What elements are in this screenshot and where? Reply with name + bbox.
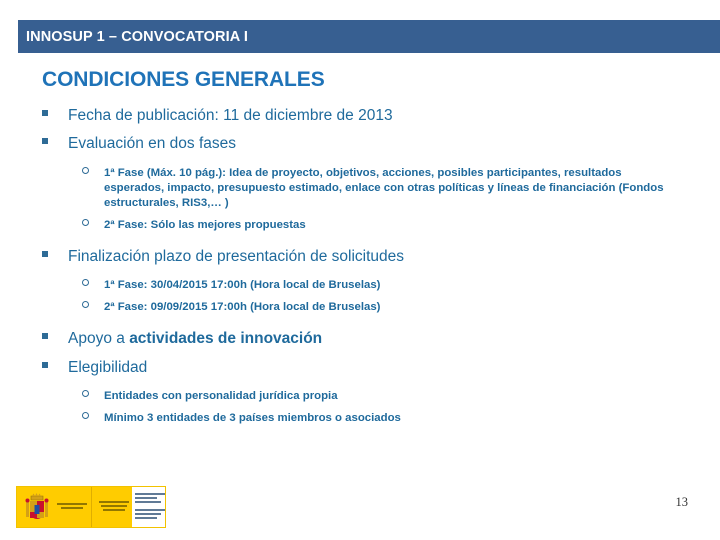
subbullet-label: Entidades con personalidad jurídica propia [104,390,338,403]
circle-bullet-icon [82,278,104,293]
subbullet-fase2-fecha [42,300,682,315]
logo-gobierno-text [54,487,92,527]
bullet-label: Fecha de publicación: 11 de diciembre de 2013 [68,107,393,124]
slide-content [42,106,682,433]
gobierno-de-espana-logo [16,486,166,528]
bullet-label [68,329,682,348]
subbullet-fase2-propuestas [42,218,682,233]
logo-ministerio-text [92,487,132,527]
subbullet-label: Mínimo 3 entidades de 3 países miembros o asociados [104,412,401,425]
square-bullet-icon [42,134,68,151]
header-title: INNOSUP 1 – CONVOCATORIA I [26,28,249,45]
circle-bullet-icon [82,300,104,315]
subbullet-label: 2ª Fase: 09/09/2015 17:00h (Hora local de Bruselas) [104,301,381,314]
bullet-fecha-publicacion [42,106,682,125]
circle-bullet-icon [82,166,104,181]
subbullet-label: 1ª Fase: 30/04/2015 17:00h (Hora local de Bruselas) [104,279,381,292]
subbullet-minimo-entidades [42,411,682,426]
bullet-finalizacion-plazo [42,247,682,266]
square-bullet-icon [42,247,68,264]
subbullet-label: 1ª Fase (Máx. 10 pág.): Idea de proyecto, objetivos, acciones, posibles participantes, resultados esperados, impacto, presupuesto estimado, enlace con otras políticas y líneas de financiación (Fondos estructurales, RIS3,… ) [104,166,664,209]
circle-bullet-icon [82,389,104,404]
subbullet-label: 2ª Fase: Sólo las mejores propuestas [104,218,306,231]
bullet-label-emphasis: actividades de innovación [129,330,323,348]
bullet-evaluacion-dos-fases [42,134,682,153]
bullet-elegibilidad [42,358,682,377]
subbullet-fase1-fecha [42,278,682,293]
bullet-label: Elegibilidad [68,358,148,376]
bullet-label-prefix: Apoyo a [68,330,130,348]
spain-coat-of-arms-icon [17,487,54,527]
square-bullet-icon [42,106,68,123]
page-number: 13 [675,495,688,509]
circle-bullet-icon [82,411,104,426]
page-title: CONDICIONES GENERALES [42,68,325,91]
square-bullet-icon [42,329,68,346]
bullet-label: Finalización plazo de presentación de solicitudes [68,247,405,265]
subbullet-fase1-contenido [42,166,682,211]
header-band [18,20,720,53]
bullet-apoyo-actividades [42,329,682,348]
bullet-label: Evaluación en dos fases [68,135,237,153]
logo-secretaria-direccion-text [132,487,165,527]
circle-bullet-icon [82,218,104,233]
square-bullet-icon [42,358,68,375]
subbullet-entidades-juridicas [42,389,682,404]
